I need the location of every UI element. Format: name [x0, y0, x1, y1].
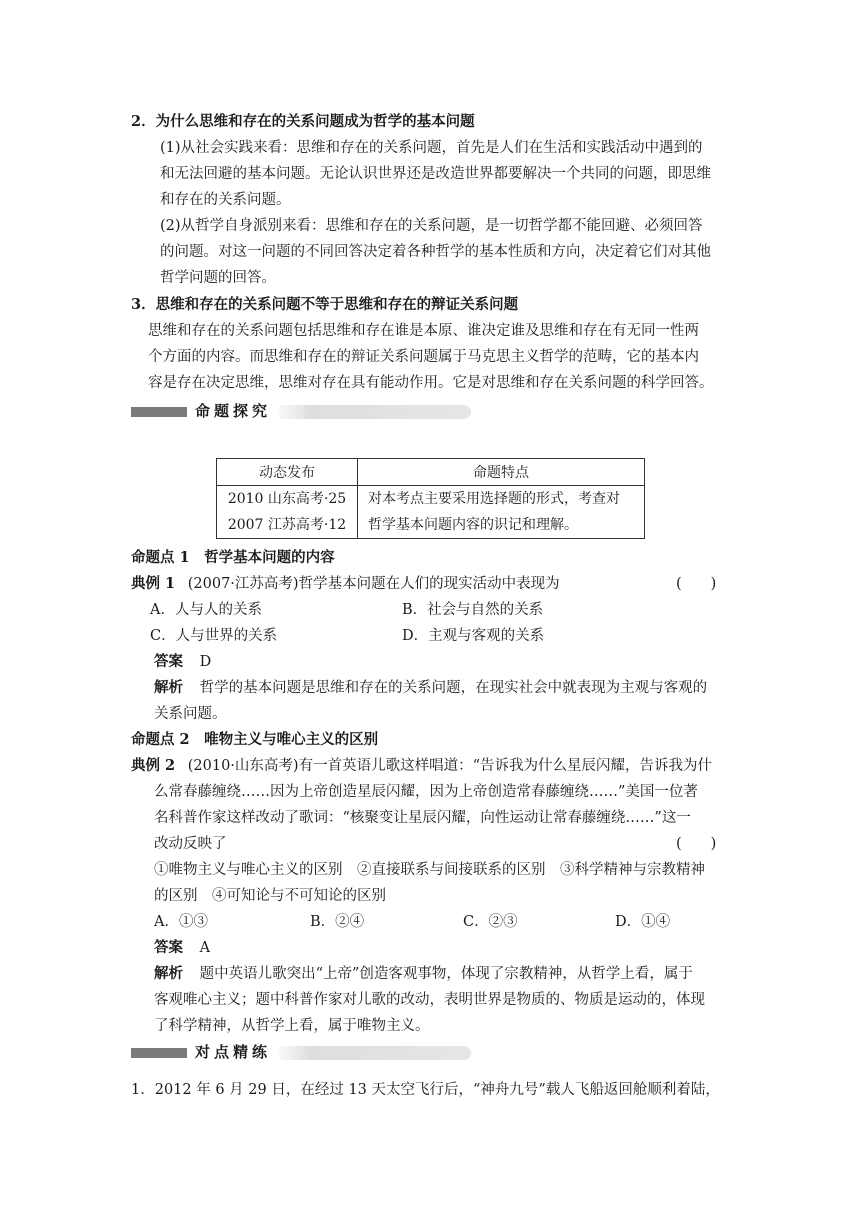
exercise-1-line1: 1．2012 年 6 月 29 日，在经过 13 天太空飞行后，“神舟九号”载人飞船返回舱顺利着陆， [131, 1082, 720, 1098]
example-2-option-a: A．①③ [154, 914, 208, 930]
example-2-analysis-text: 题中英语儿歌突出“上帝”创造客观事物，体现了宗教精神，从哲学上看，属于 [199, 966, 693, 982]
section-2-p1-line1: (1)从社会实践来看：思维和存在的关系问题，首先是人们在生活和实践活动中遇到的 [160, 140, 703, 156]
example-2-label: 典例 2 [131, 757, 176, 774]
section-bar-gradient [271, 1046, 471, 1060]
section-2-heading: 2．为什么思维和存在的关系问题成为哲学的基本问题 [131, 113, 475, 130]
section-3-line3: 容是存在决定思维，思维对存在具有能动作用。它是对思维和存在关系问题的科学回答。 [148, 375, 714, 391]
example-2-answer-value: A [199, 940, 211, 956]
section-2-p2-line1: (2)从哲学自身派别来看：思维和存在的关系问题，是一切哲学都不能回避、必须回答 [160, 218, 703, 234]
section-bar-practice [131, 1043, 471, 1061]
section-bar-gradient [271, 405, 471, 419]
section-bar-dark-block [131, 407, 187, 417]
table-header-right: 命题特点 [358, 459, 645, 486]
section-3-line1: 思维和存在的关系问题包括思维和存在谁是本原、谁决定谁及思维和存在有无同一性两 [148, 323, 699, 339]
example-1-answer [154, 650, 211, 671]
table-source-1: 2010 山东高考·25 [227, 491, 347, 507]
proposition-table [216, 458, 645, 539]
example-2-analysis-line1 [154, 962, 693, 983]
example-2-answer-label: 答案 [154, 939, 183, 956]
example-1-option-c: C．人与世界的关系 [150, 628, 278, 644]
example-1-option-b: B．社会与自然的关系 [402, 602, 544, 618]
example-2-line3: 名科普作家这样改动了歌词：“核聚变让星辰闪耀，向性运动让常春藤缠绕……”这一 [154, 810, 691, 826]
example-1-answer-value: D [199, 654, 212, 670]
example-2-line1 [131, 754, 712, 775]
section-bar-proposition [131, 402, 471, 420]
example-2-option-c: C．②③ [463, 914, 518, 930]
example-1-label: 典例 1 [131, 575, 176, 592]
section-2-p1-line2: 和无法回避的基本问题。无论认识世界还是改造世界都要解决一个共同的问题，即思维 [160, 166, 711, 182]
section-3-line2: 个方面的内容。而思维和存在的辩证关系问题属于马克思主义哲学的范畴，它的基本内 [148, 349, 699, 365]
table-cell-features [358, 486, 645, 539]
example-1-analysis-text: 哲学的基本问题是思维和存在的关系问题，在现实社会中就表现为主观与客观的 [199, 680, 708, 696]
example-2-analysis-line2: 客观唯心主义；题中科普作家对儿歌的改动，表明世界是物质的、物质是运动的，体现 [154, 992, 705, 1008]
example-1-analysis-line1 [154, 676, 707, 697]
example-2-choices-line1: ①唯物主义与唯心主义的区别 ②直接联系与间接联系的区别 ③科学精神与宗教精神 [154, 862, 705, 878]
section-2-p2-line3: 哲学问题的回答。 [160, 270, 276, 286]
example-1-analysis-line2: 关系问题。 [154, 706, 227, 722]
point-2-heading: 命题点 2 唯物主义与唯心主义的区别 [131, 731, 379, 748]
example-1-bracket: ( ) [676, 576, 717, 592]
table-feature-line-1: 对本考点主要采用选择题的形式，考查对 [368, 491, 620, 507]
section-2-p1-line3: 和存在的关系问题。 [160, 192, 291, 208]
section-bar-title: 命题探究 [195, 400, 279, 421]
example-2-bracket: ( ) [676, 836, 717, 852]
example-2-answer [154, 936, 210, 957]
example-2-analysis-line3: 了科学精神，从哲学上看，属于唯物主义。 [154, 1018, 430, 1034]
example-2-choices-line2: 的区别 ④可知论与不可知论的区别 [154, 888, 386, 904]
example-2-line4: 改动反映了 [154, 836, 227, 852]
example-1-answer-label: 答案 [154, 653, 183, 670]
table-header-left: 动态发布 [217, 459, 358, 486]
example-2-analysis-label: 解析 [154, 965, 183, 982]
example-2-option-d: D．①④ [615, 914, 671, 930]
point-1-heading: 命题点 1 哲学基本问题的内容 [131, 549, 335, 566]
example-1-option-a: A．人与人的关系 [150, 602, 262, 618]
example-2-option-b: B．②④ [310, 914, 365, 930]
example-1-text: (2007·江苏高考)哲学基本问题在人们的现实活动中表现为 [187, 576, 560, 592]
example-1-line [131, 572, 560, 593]
example-1-option-d: D．主观与客观的关系 [402, 628, 545, 644]
section-3-heading: 3．思维和存在的关系问题不等于思维和存在的辩证关系问题 [131, 296, 519, 313]
example-1-analysis-label: 解析 [154, 679, 183, 696]
section-bar-title: 对点精练 [195, 1041, 279, 1062]
section-2-p2-line2: 的问题。对这一问题的不同回答决定着各种哲学的基本性质和方向，决定着它们对其他 [160, 244, 711, 260]
table-cell-sources [217, 486, 358, 539]
section-bar-dark-block [131, 1048, 187, 1058]
example-2-text-line1: (2010·山东高考)有一首英语儿歌这样唱道：“告诉我为什么星辰闪耀，告诉我为什 [187, 758, 712, 774]
table-feature-line-2: 哲学基本问题内容的识记和理解。 [368, 517, 578, 533]
example-2-line2: 么常春藤缠绕……因为上帝创造星辰闪耀，因为上帝创造常春藤缠绕……”美国一位著 [154, 784, 698, 800]
table-source-2: 2007 江苏高考·12 [227, 517, 347, 533]
